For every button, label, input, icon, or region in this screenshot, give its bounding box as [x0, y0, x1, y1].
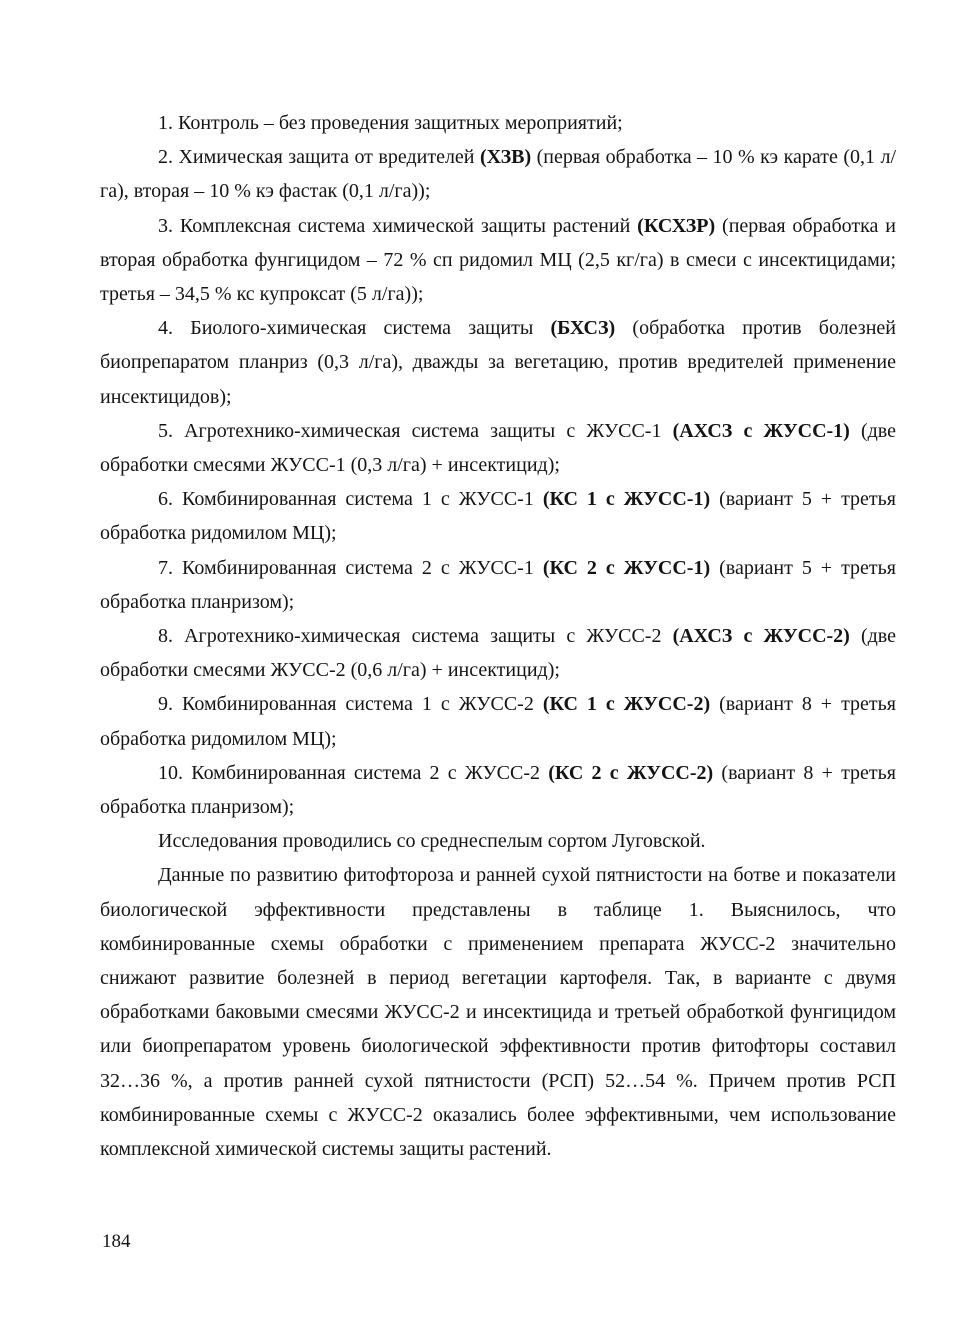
- list-item-text: (две обработки смесями ЖУСС-2 (0,6 л/га) + инсектицид);: [100, 625, 896, 682]
- list-item-text: (первая обработка и вторая обработка фунгицидом – 72 % сп ридомил МЦ (2,5 кг/га) в смеси с инсектицидами; третья – 34,5 % кс купроксат (5 л/га));: [100, 214, 896, 306]
- list-item-text: (вариант 8 + третья обработка планризом);: [100, 761, 896, 819]
- list-item-number: 1.: [158, 112, 173, 134]
- list-item-text: (вариант 8 + третья обработка ридомилом МЦ);: [100, 693, 896, 750]
- list-item-number: 2.: [158, 146, 173, 169]
- body-paragraph: Данные по развитию фитофтороза и ранней сухой пятнистости на ботве и показатели биологической эффективности представлены в таблице 1. Выяснилось, что комбинированные схемы обработки с применением препарата ЖУСС-2 значительно снижают развитие болезней в период вегетации картофеля. Так, в варианте с двумя обработками баковыми смесями ЖУСС-2 и инсектицида и третьей обработкой фунгицидом или биопрепаратом уровень биологической эффективности против фитофторы составил 32…36 %, а против ранней сухой пятнистости (РСП) 52…54 %. Причем против РСП комбинированные схемы с ЖУСС-2 оказались более эффективными, чем использование комплексной химической системы защиты растений.: [100, 864, 896, 1161]
- list-item-text: Комплексная система химической защиты растений: [179, 214, 638, 237]
- list-item: [100, 140, 896, 208]
- list-item-abbreviation: (КС 1 с ЖУСС-2): [542, 693, 711, 716]
- list-item-text: (вариант 5 + третья обработка ридомилом МЦ);: [100, 488, 896, 545]
- list-item-number: 10.: [158, 761, 183, 784]
- list-item-abbreviation: (АХСЗ с ЖУСС-2): [672, 625, 850, 648]
- list-item-number: 9.: [158, 693, 173, 716]
- list-item-text: Комбинированная система 1 с ЖУСС-1: [181, 488, 543, 511]
- list-item-abbreviation: (КСХЗР): [637, 214, 716, 237]
- list-item-text: Комбинированная система 2 с ЖУСС-2: [191, 761, 549, 784]
- list-item-abbreviation: (КС 2 с ЖУСС-1): [542, 556, 711, 579]
- list-item-text: Химическая защита от вредителей: [178, 146, 480, 169]
- list-item-number: 5.: [158, 419, 173, 442]
- list-item-text: (две обработки смесями ЖУСС-1 (0,3 л/га) + инсектицид);: [100, 419, 896, 477]
- list-item-text: Комбинированная система 2 с ЖУСС-1: [181, 556, 543, 579]
- list-item-abbreviation: (ХЗВ): [479, 146, 532, 169]
- body-paragraph: Исследования проводились со среднеспелым сортом Луговской.: [158, 830, 706, 853]
- list-item: [100, 482, 896, 550]
- list-item-text: (обработка против болезней биопрепаратом планриз (0,3 л/га), дважды за вегетацию, против вредителей применение инсектицидов);: [100, 317, 896, 408]
- list-item: [100, 756, 896, 824]
- list-item: [100, 311, 896, 414]
- body-text: [100, 106, 896, 1166]
- list-item: [100, 687, 896, 755]
- list-item-text: Контроль – без проведения защитных мероприятий;: [178, 112, 623, 134]
- list-item-abbreviation: (КС 1 с ЖУСС-1): [542, 488, 711, 511]
- list-item: [100, 106, 896, 140]
- list-item-number: 4.: [158, 317, 173, 340]
- list-item-abbreviation: (БХСЗ): [550, 317, 616, 340]
- list-item-text: (первая обработка – 10 % кэ карате (0,1 л/га), вторая – 10 % кэ фастак (0,1 л/га));: [100, 146, 897, 203]
- list-item-number: 8.: [158, 625, 173, 648]
- list-item: [100, 551, 896, 619]
- list-item: [100, 414, 896, 482]
- list-item: [100, 209, 896, 312]
- list-item-number: 6.: [158, 488, 173, 511]
- list-item-number: 3.: [158, 214, 173, 237]
- list-item: [100, 619, 896, 687]
- list-item-text: Агротехнико-химическая система защиты с ЖУСС-2: [184, 625, 673, 648]
- list-item-text: Комбинированная система 1 с ЖУСС-2: [181, 693, 543, 716]
- list-item-text: (вариант 5 + третья обработка планризом);: [100, 556, 896, 613]
- page-number: 184: [102, 1231, 131, 1252]
- list-item-abbreviation: (КС 2 с ЖУСС-2): [548, 761, 714, 784]
- list-item-abbreviation: (АХСЗ с ЖУСС-1): [672, 419, 850, 442]
- list-item-text: Биолого-химическая система защиты: [190, 317, 551, 340]
- list-item-number: 7.: [158, 556, 173, 579]
- list-item-text: Агротехнико-химическая система защиты с ЖУСС-1: [184, 419, 673, 442]
